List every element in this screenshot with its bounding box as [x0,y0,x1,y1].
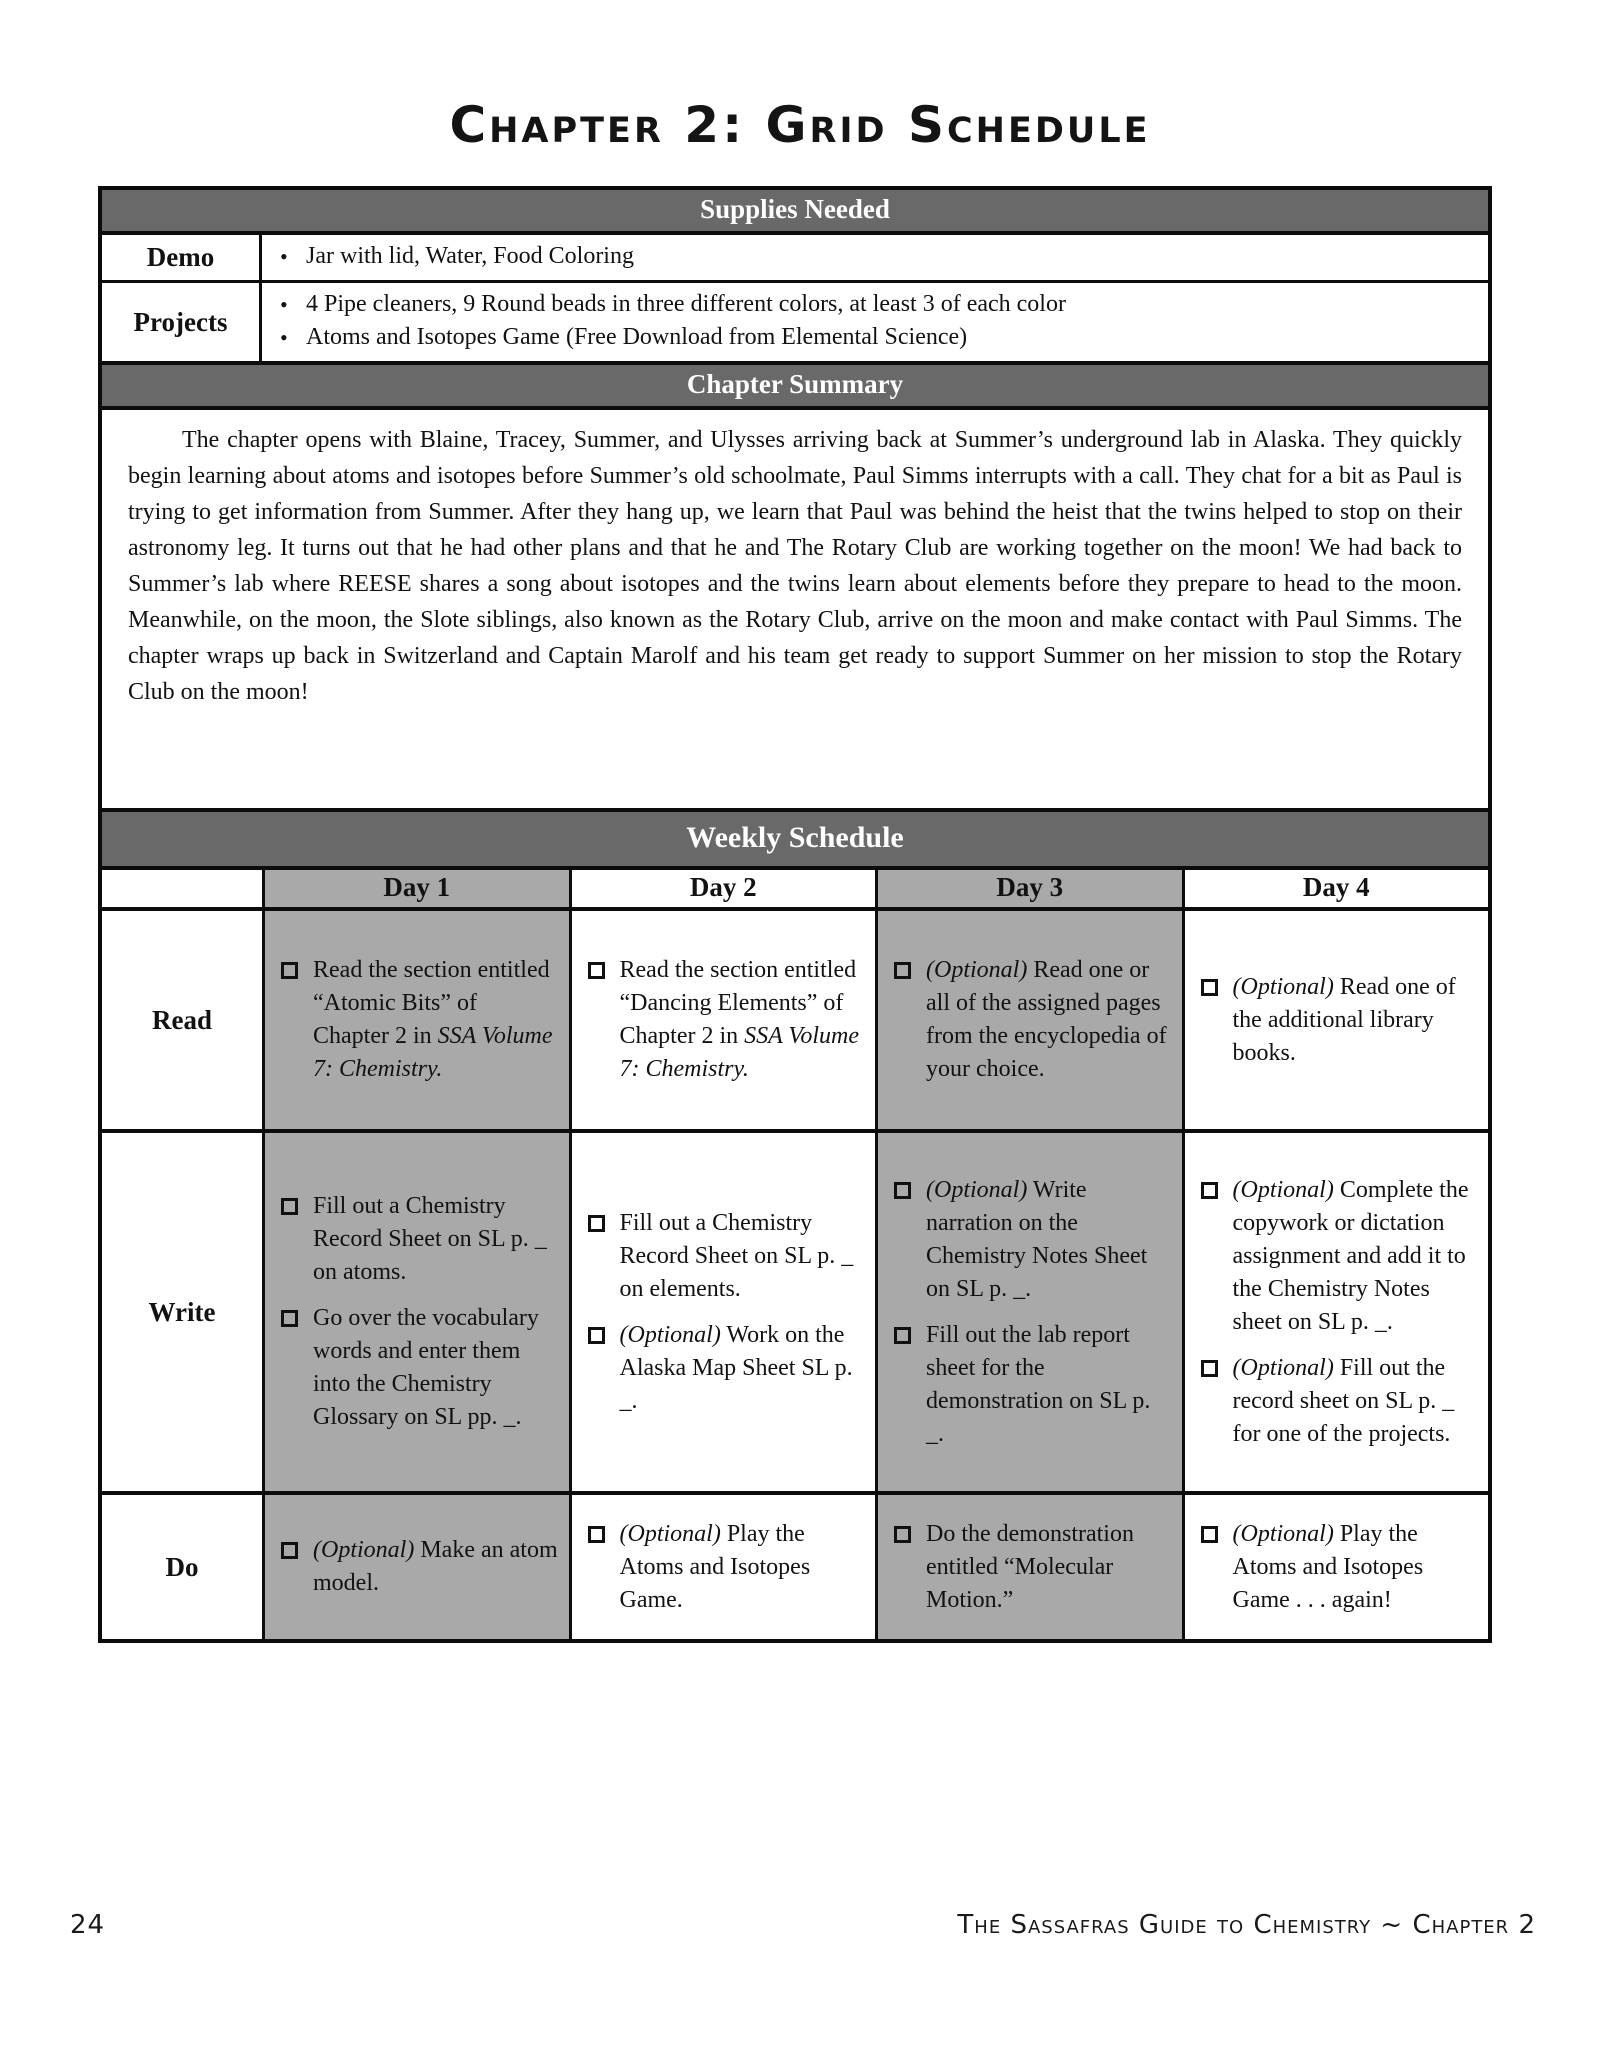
checklist-item-text: Do the demonstration entitled “Molecular Motion.” [926,1520,1134,1613]
supplies-item [280,288,1476,321]
checkbox-icon [588,962,605,979]
checklist-item [588,954,866,1086]
page-number: 24 [70,1910,106,1940]
checkbox-icon [894,1526,911,1543]
day-header-corner [102,870,262,907]
checklist-item-text: Go over the vocabulary words and enter them into the Chemistry Glossary on SL pp. _. [313,1305,539,1430]
checklist-item-text: Fill out the lab report sheet for the demonstration on SL p. _. [926,1321,1151,1447]
checklist-item [588,1319,866,1418]
bullet-icon: • [280,292,288,317]
checklist-item [281,954,559,1086]
supplies-row-items [262,235,1488,280]
checklist-item [1201,1174,1479,1339]
checklist-item-text: (Optional) Read one or all of the assigned pages from the encyclopedia of your choice. [926,957,1167,1082]
schedule-rows [102,911,1488,1639]
page-footer [0,1910,1600,1940]
checklist-item-text: Fill out a Chemistry Record Sheet on SL p. _ on atoms. [313,1193,547,1285]
checkbox-icon [894,1182,911,1199]
checkbox-icon [588,1327,605,1344]
supplies-rows [102,235,1488,361]
chapter-grid-table [98,186,1492,1643]
checkbox-icon [588,1526,605,1543]
checklist-item-text: (Optional) Write narration on the Chemistry Notes Sheet on SL p. _. [926,1176,1148,1302]
chapter-summary-header: Chapter Summary [102,361,1488,410]
bullet-icon: • [280,244,288,269]
supplies-item [280,321,1476,354]
checklist-item-text: (Optional) Work on the Alaska Map Sheet SL p. _. [619,1321,853,1414]
checklist-item [1201,1352,1479,1451]
day-header: Day 2 [569,870,876,907]
cell-do-day1 [262,1495,569,1639]
checkbox-icon [281,962,298,979]
checklist-item-text: (Optional) Make an atom model. [313,1537,558,1596]
cell-do-day4 [1182,1495,1489,1639]
checklist-item [1201,1518,1479,1617]
checklist-item [281,1190,559,1289]
cell-write-day4 [1182,1133,1489,1491]
supplies-item-text: Jar with lid, Water, Food Coloring [306,243,634,269]
checklist-item [588,1518,866,1617]
checkbox-icon [894,962,911,979]
cell-read-day4 [1182,911,1489,1129]
checklist-item-text: Read the section entitled “Dancing Elements” of Chapter 2 in SSA Volume 7: Chemistry. [619,957,860,1082]
cell-read-day3 [875,911,1182,1129]
supplies-row [102,280,1488,361]
row-label-read: Read [102,911,262,1129]
checkbox-icon [281,1310,298,1327]
supplies-row-items [262,283,1488,361]
checklist-item [894,1319,1172,1451]
row-label-write: Write [102,1133,262,1491]
checkbox-icon [894,1327,911,1344]
bullet-icon: • [280,325,288,350]
checklist-item-text: (Optional) Complete the copywork or dictation assignment and add it to the Chemistry Notes sheet on SL p. _. [1232,1176,1469,1335]
checkbox-icon [281,1198,298,1215]
day-header-row [102,870,1488,911]
checkbox-icon [1201,1360,1218,1377]
supplies-item [280,240,1476,273]
checkbox-icon [1201,1182,1218,1199]
cell-do-day2 [569,1495,876,1639]
checklist-item-text: (Optional) Fill out the record sheet on SL p. _ for one of the projects. [1232,1354,1455,1447]
schedule-row-do [102,1491,1488,1639]
day-header: Day 4 [1182,870,1489,907]
schedule-row-write [102,1129,1488,1491]
checklist-item [894,1518,1172,1617]
cell-write-day2 [569,1133,876,1491]
checkbox-icon [281,1542,298,1559]
schedule-row-read [102,911,1488,1129]
cell-read-day2 [569,911,876,1129]
checklist-item [894,954,1172,1086]
footer-book-title: The Sassafras Guide to Chemistry ~ Chapter 2 [957,1910,1536,1940]
checklist-item [281,1302,559,1434]
day-header: Day 1 [262,870,569,907]
checklist-item-text: Fill out a Chemistry Record Sheet on SL p. _ on elements. [619,1209,854,1302]
checklist-item [1201,971,1479,1070]
supplies-row [102,235,1488,280]
checklist-item-text: (Optional) Play the Atoms and Isotopes Game . . . again! [1232,1520,1424,1613]
checklist-item [894,1174,1172,1306]
checkbox-icon [588,1215,605,1232]
supplies-item-text: 4 Pipe cleaners, 9 Round beads in three different colors, at least 3 of each color [306,291,1066,317]
day-header: Day 3 [875,870,1182,907]
checklist-item [588,1207,866,1306]
cell-write-day3 [875,1133,1182,1491]
supplies-row-label: Projects [102,283,262,361]
row-label-do: Do [102,1495,262,1639]
checklist-item [281,1534,559,1600]
supplies-item-text: Atoms and Isotopes Game (Free Download from Elemental Science) [306,324,968,350]
cell-write-day1 [262,1133,569,1491]
chapter-summary-text: The chapter opens with Blaine, Tracey, Summer, and Ulysses arriving back at Summer’s underground lab in Alaska. They quickly begin learning about atoms and isotopes before Summer’s old schoolmate, Paul Simms interrupts with a call. They chat for a bit as Paul is trying to get information from Summer. After they hang up, we learn that Paul was behind the heist that the twins helped to stop on their astronomy leg. It turns out that he had other plans and that he and The Rotary Club are working together on the moon! We had back to Summer’s lab where REESE shares a song about isotopes and the twins learn about elements before they prepare to head to the moon. Meanwhile, on the moon, the Slote siblings, also known as the Rotary Club, arrive on the moon and make contact with Paul Simms. The chapter wraps up back in Switzerland and Captain Marolf and his team get ready to support Summer on her mission to stop the Rotary Club on the moon! [128,427,1462,705]
supplies-row-label: Demo [102,235,262,280]
checkbox-icon [1201,979,1218,996]
cell-read-day1 [262,911,569,1129]
page-title: Chapter 2: Grid Schedule [449,96,1151,154]
cell-do-day3 [875,1495,1182,1639]
checklist-item-text: (Optional) Read one of the additional library books. [1232,973,1456,1066]
weekly-schedule-header: Weekly Schedule [102,808,1488,870]
checklist-item-text: Read the section entitled “Atomic Bits” of Chapter 2 in SSA Volume 7: Chemistry. [313,957,553,1082]
checklist-item-text: (Optional) Play the Atoms and Isotopes Game. [619,1520,811,1613]
supplies-needed-header: Supplies Needed [102,190,1488,235]
checkbox-icon [1201,1526,1218,1543]
